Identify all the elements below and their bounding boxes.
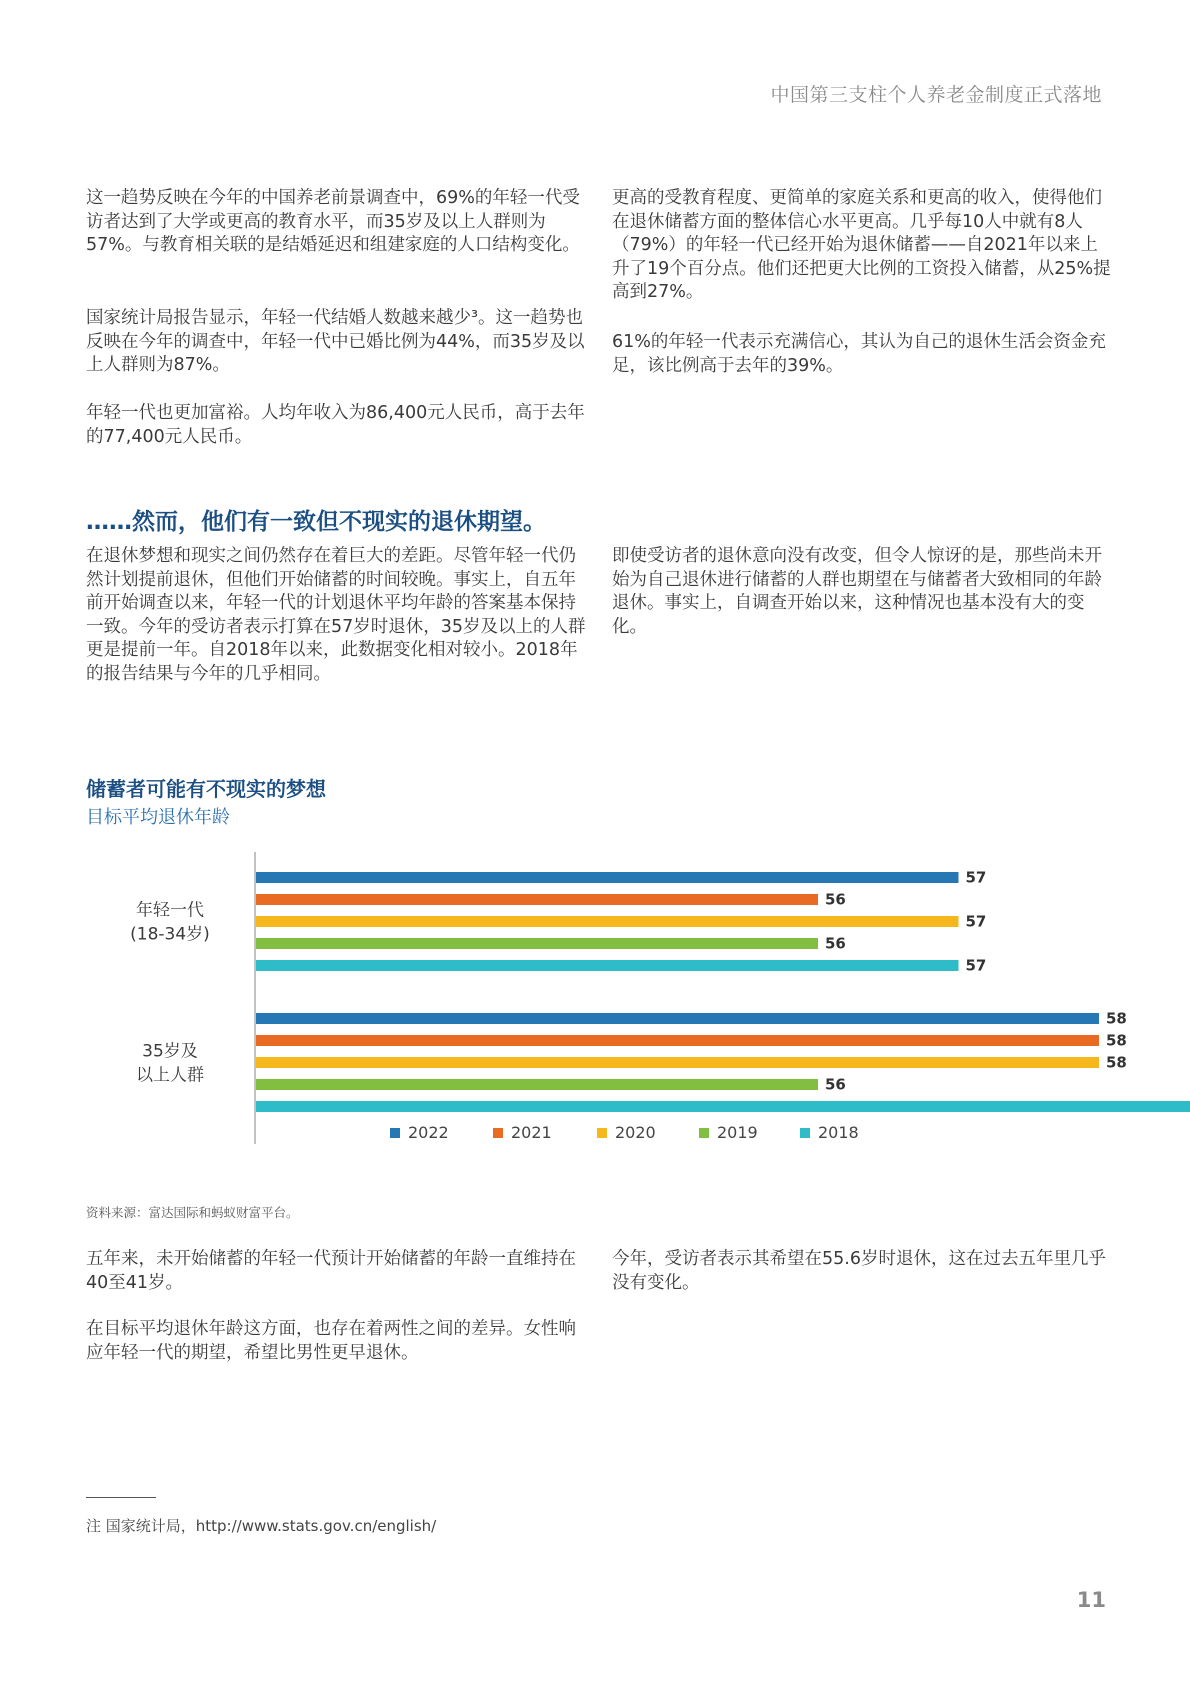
intro-left-paragraph-1: 这一趋势反映在今年的中国养老前景调查中，69%的年轻一代受访者达到了大学或更高的教育水平，而35岁及以上人群则为57%。与教育相关联的是结婚延迟和组建家庭的人口结构变化。 <box>86 188 580 255</box>
legend-label-2020: 2020 <box>615 1123 656 1142</box>
legend-swatch-2020 <box>597 1128 607 1138</box>
bar-2019-group-2 <box>256 1079 818 1090</box>
bar-2020-group-2 <box>256 1057 1099 1068</box>
intro-right-paragraph-2: 61%的年轻一代表示充满信心，其认为自己的退休生活会资金充足，该比例高于去年的39%。 <box>612 332 1106 376</box>
bar-2022-group-2 <box>256 1013 1099 1024</box>
legend-swatch-2022 <box>390 1128 400 1138</box>
legend-label-2018: 2018 <box>818 1123 859 1142</box>
bar-2021-group-2 <box>256 1035 1099 1046</box>
category-label: 以上人群 <box>136 1065 204 1086</box>
bar-value-label: 58 <box>1106 1053 1127 1072</box>
legend-swatch-2019 <box>699 1128 709 1138</box>
legend-swatch-2018 <box>800 1128 810 1138</box>
closing-right-paragraph: 今年，受访者表示其希望在55.6岁时退休，这在过去五年里几乎没有变化。 <box>612 1249 1106 1293</box>
section-heading: ……然而，他们有一致但不现实的退休期望。 <box>86 509 546 535</box>
bar-2018-group-1 <box>256 960 959 971</box>
footnote: 注 国家统计局，http://www.stats.gov.cn/english/ <box>86 1517 437 1535</box>
category-label: (18-34岁) <box>130 924 210 945</box>
bar-value-label: 58 <box>1106 1009 1127 1028</box>
section-right-paragraph: 即使受访者的退休意向没有改变，但令人惊讶的是，那些尚未开始为自己退休进行储蓄的人群也期望在与储蓄者大致相同的年龄退休。事实上，自调查开始以来，这种情况也基本没有大的变化。 <box>612 546 1102 637</box>
page-number: 11 <box>1076 1588 1106 1612</box>
bar-2021-group-1 <box>256 894 818 905</box>
category-label: 35岁及 <box>142 1041 198 1062</box>
bar-value-label: 56 <box>825 890 846 909</box>
closing-left-paragraph-2: 在目标平均退休年龄这方面，也存在着两性之间的差异。女性响应年轻一代的期望，希望比男性更早退休。 <box>86 1319 576 1363</box>
bar-2019-group-1 <box>256 938 818 949</box>
bar-2020-group-1 <box>256 916 959 927</box>
bar-2018-group-2 <box>256 1101 1190 1112</box>
chart-subtitle: 目标平均退休年龄 <box>86 807 230 828</box>
intro-left-paragraph-2: 国家统计局报告显示，年轻一代结婚人数越来越少³。这一趋势也反映在今年的调查中，年轻一代中已婚比例为44%，而35岁及以上人群则为87%。 <box>86 308 585 375</box>
legend-label-2021: 2021 <box>511 1123 552 1142</box>
category-label: 年轻一代 <box>136 900 204 921</box>
legend-swatch-2021 <box>493 1128 503 1138</box>
bar-value-label: 57 <box>965 868 987 887</box>
bar-value-label: 58 <box>1106 1031 1127 1050</box>
intro-left-paragraph-3: 年轻一代也更加富裕。人均年收入为86,400元人民币，高于去年的77,400元人民币。 <box>86 403 585 447</box>
chart-title: 储蓄者可能有不现实的梦想 <box>86 777 326 801</box>
section-left-paragraph: 在退休梦想和现实之间仍然存在着巨大的差距。尽管年轻一代仍然计划提前退休，但他们开始储蓄的时间较晚。事实上，自五年前开始调查以来，年轻一代的计划退休平均年龄的答案基本保持一致。今年的受访者表示打算在57岁时退休，35岁及以上的人群更是提前一年。自2018年以来，此数据变化相对较小。2018年的报告结果与今年的几乎相同。 <box>86 546 586 684</box>
bar-value-label: 57 <box>965 912 987 931</box>
bar-value-label: 56 <box>825 1075 846 1094</box>
footnote-divider <box>86 1497 156 1498</box>
legend-label-2019: 2019 <box>717 1123 758 1142</box>
source-note: 资料来源：富达国际和蚂蚁财富平台。 <box>86 1205 299 1220</box>
bar-2022-group-1 <box>256 872 959 883</box>
legend-label-2022: 2022 <box>408 1123 449 1142</box>
closing-left-paragraph-1: 五年来，未开始储蓄的年轻一代预计开始储蓄的年龄一直维持在40至41岁。 <box>86 1249 576 1293</box>
bar-value-label: 57 <box>965 956 987 975</box>
running-header: 中国第三支柱个人养老金制度正式落地 <box>770 84 1102 106</box>
intro-right-paragraph-1: 更高的受教育程度、更简单的家庭关系和更高的收入，使得他们在退休储蓄方面的整体信心水平更高。几乎每10人中就有8人（79%）的年轻一代已经开始为退休储蓄——自2021年以来上升了19个百分点。他们还把更大比例的工资投入储蓄，从25%提高到27%。 <box>612 188 1111 302</box>
retirement-age-bar-chart <box>110 848 1127 1170</box>
bar-value-label: 56 <box>825 934 846 953</box>
